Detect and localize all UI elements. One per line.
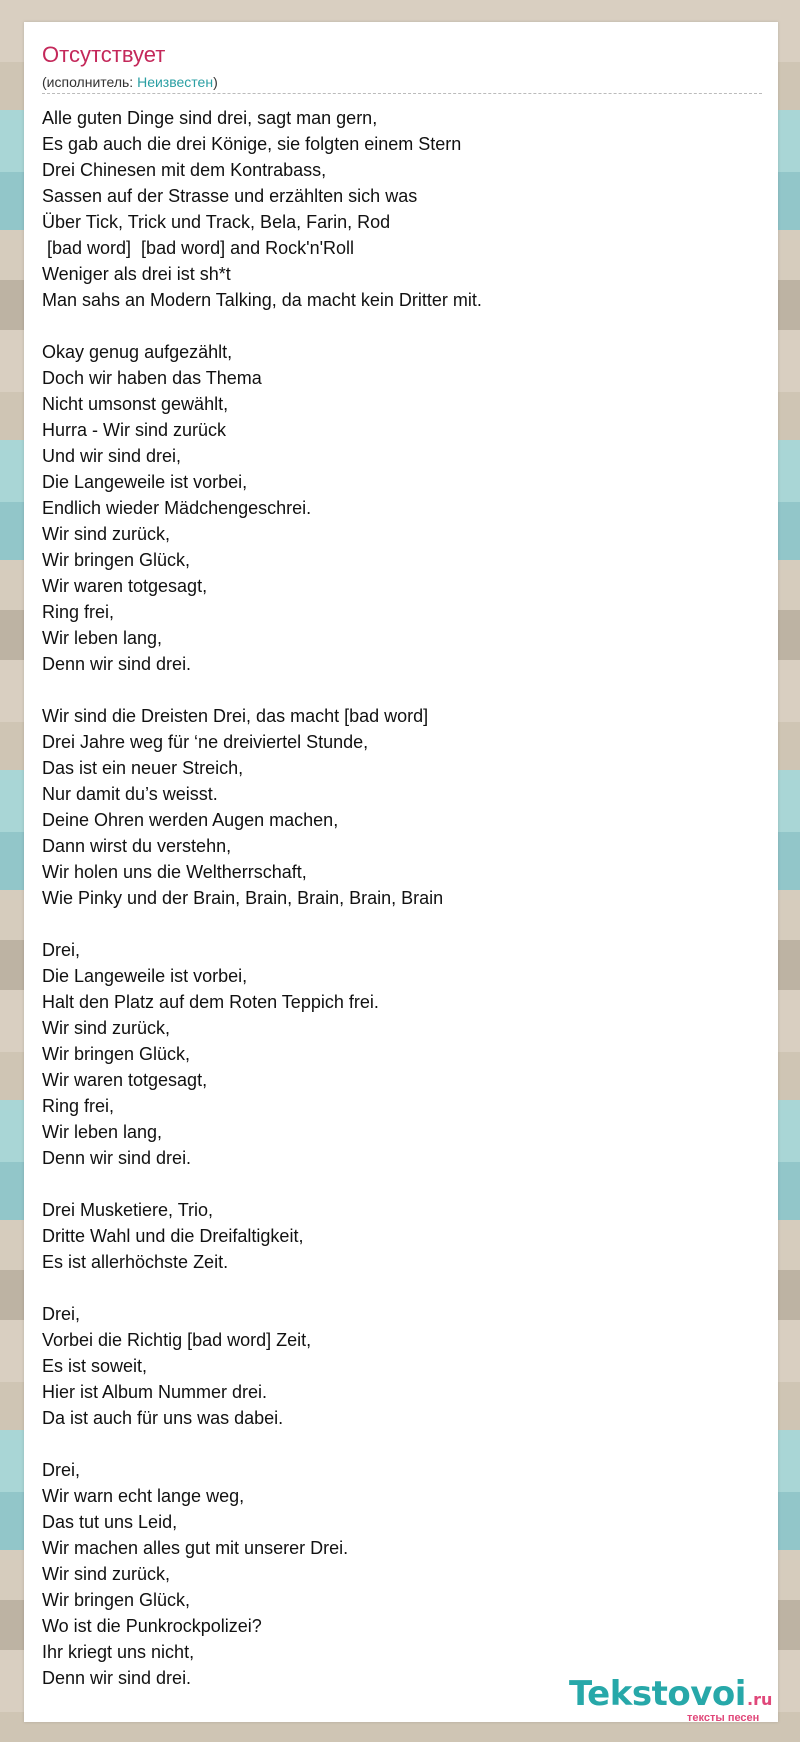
lyric-line: Man sahs an Modern Talking, da macht kein Dritter mit. (42, 290, 482, 310)
lyric-line: Sassen auf der Strasse und erzählten sich was (42, 186, 418, 206)
song-title: Отсутствует (42, 42, 166, 67)
lyric-line: Dritte Wahl und die Dreifaltigkeit, (42, 1226, 304, 1246)
lyric-line: Wir bringen Glück, (42, 1590, 191, 1610)
artist-prefix: (исполнитель: (42, 74, 138, 90)
lyric-line: Das tut uns Leid, (42, 1512, 178, 1532)
lyric-line (42, 1275, 762, 1301)
lyric-line: Die Langeweile ist vorbei, (42, 966, 248, 986)
lyric-line: Es ist soweit, (42, 1356, 148, 1376)
lyric-line: Wir holen uns die Weltherrschaft, (42, 862, 307, 882)
lyric-line: Vorbei die Richtig [bad word] Zeit, (42, 1330, 312, 1350)
lyric-line (42, 911, 762, 937)
lyric-line: [bad word] [bad word] and Rock'n'Roll (42, 238, 355, 258)
lyric-line: Dann wirst du verstehn, (42, 836, 232, 856)
lyric-line: Es gab auch die drei Könige, sie folgten einem Stern (42, 134, 462, 154)
lyric-line (42, 1171, 762, 1197)
lyric-line: Wir sind zurück, (42, 524, 171, 544)
artist-line (42, 74, 218, 90)
lyric-line: Deine Ohren werden Augen machen, (42, 810, 339, 830)
lyric-line: Und wir sind drei, (42, 446, 182, 466)
lyric-line: Wir bringen Glück, (42, 1044, 191, 1064)
lyric-line: Wo ist die Punkrockpolizei? (42, 1616, 262, 1636)
lyric-line: Wir waren totgesagt, (42, 1070, 208, 1090)
lyric-line: Drei, (42, 1460, 81, 1480)
lyric-line: Die Langeweile ist vorbei, (42, 472, 248, 492)
lyric-line: Drei Chinesen mit dem Kontrabass, (42, 160, 327, 180)
logo-tld: .ru (747, 1690, 773, 1709)
logo-name: Tekstovoi (569, 1674, 746, 1714)
lyric-line: Denn wir sind drei. (42, 654, 192, 674)
lyric-line: Wir sind zurück, (42, 1564, 171, 1584)
lyric-line: Nur damit du’s weisst. (42, 784, 218, 804)
lyric-line: Wir sind die Dreisten Drei, das macht [bad word] (42, 706, 429, 726)
lyric-line: Denn wir sind drei. (42, 1148, 192, 1168)
lyric-line: Denn wir sind drei. (42, 1668, 192, 1688)
lyric-line: Drei, (42, 1304, 81, 1324)
lyric-line (42, 313, 762, 339)
lyric-line: Drei Jahre weg für ‘ne dreiviertel Stunde, (42, 732, 369, 752)
lyric-line: Nicht umsonst gewählt, (42, 394, 229, 414)
lyric-line: Drei Musketiere, Trio, (42, 1200, 214, 1220)
artist-suffix: ) (213, 74, 218, 90)
lyric-line: Doch wir haben das Thema (42, 368, 262, 388)
lyric-line: Wir bringen Glück, (42, 550, 191, 570)
lyric-line: Ring frei, (42, 602, 115, 622)
lyric-line: Wie Pinky und der Brain, Brain, Brain, Brain, Brain (42, 888, 444, 908)
lyric-line: Wir warn echt lange weg, (42, 1486, 245, 1506)
lyric-line: Alle guten Dinge sind drei, sagt man gern, (42, 108, 378, 128)
lyric-line (42, 677, 762, 703)
site-logo[interactable] (569, 1674, 779, 1722)
lyric-line: Wir sind zurück, (42, 1018, 171, 1038)
lyric-line: Da ist auch für uns was dabei. (42, 1408, 284, 1428)
lyric-line: Endlich wieder Mädchengeschrei. (42, 498, 312, 518)
lyric-line: Okay genug aufgezählt, (42, 342, 233, 362)
lyric-line: Wir waren totgesagt, (42, 576, 208, 596)
artist-link[interactable]: Неизвестен (137, 74, 214, 90)
lyric-line: Wir leben lang, (42, 628, 163, 648)
lyric-line: Hier ist Album Nummer drei. (42, 1382, 268, 1402)
lyric-line: Halt den Platz auf dem Roten Teppich frei. (42, 992, 379, 1012)
lyric-line: Drei, (42, 940, 81, 960)
lyric-line: Es ist allerhöchste Zeit. (42, 1252, 229, 1272)
lyrics-card (24, 22, 778, 1722)
lyric-line: Wir machen alles gut mit unserer Drei. (42, 1538, 349, 1558)
lyric-line: Wir leben lang, (42, 1122, 163, 1142)
lyric-line: Über Tick, Trick und Track, Bela, Farin, Rod (42, 212, 391, 232)
lyric-line: Weniger als drei ist sh*t (42, 264, 231, 284)
lyric-line: Ring frei, (42, 1096, 115, 1116)
logo-subtitle: тексты песен (687, 1712, 760, 1724)
lyric-line (42, 1431, 762, 1457)
lyric-line: Das ist ein neuer Streich, (42, 758, 244, 778)
lyric-line: Ihr kriegt uns nicht, (42, 1642, 195, 1662)
lyrics-text (42, 105, 762, 1691)
header-divider (42, 93, 762, 94)
lyric-line: Hurra - Wir sind zurück (42, 420, 227, 440)
